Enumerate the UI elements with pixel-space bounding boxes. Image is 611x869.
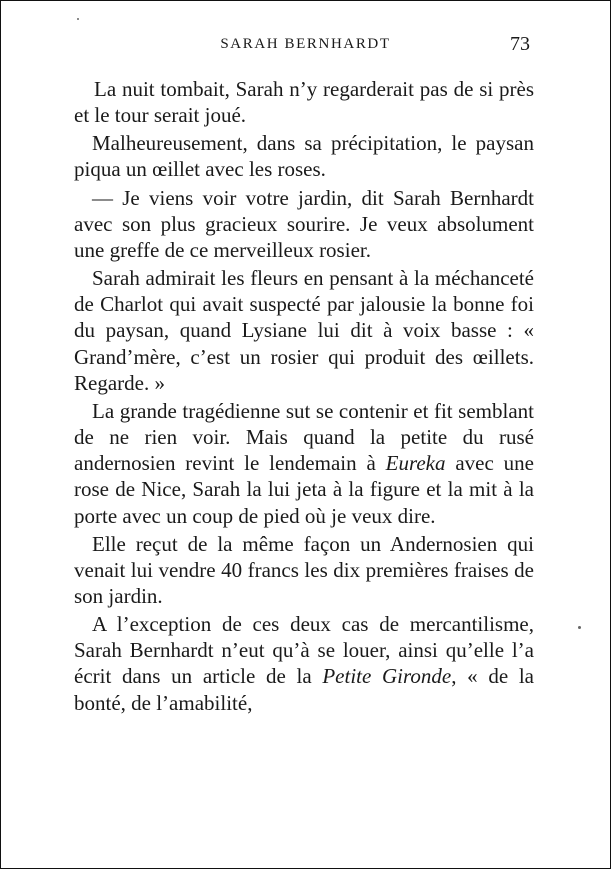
paragraph-text: , « de la bonté, de l’amabilité, (74, 664, 534, 715)
paragraph-text: — Je viens voir votre jardin, dit Sarah Bernhardt avec son plus gracieux sourire. Je veux absolument une greffe de ce merveilleux rosier. (74, 185, 534, 262)
paragraph (74, 185, 534, 263)
italic-title-eureka: Eureka (385, 451, 446, 476)
paragraph (74, 265, 534, 396)
paragraph-text: Sarah admirait les fleurs en pensant à la méchanceté de Charlot qui avait suspecté par jalousie la bonne foi du paysan, quand Lysiane lui dit à voix basse : « Grand’mère, c’est un rosier qui produit des œillets. Regarde. » (74, 266, 534, 395)
paragraph-text: Elle reçut de la même façon un Andernosien qui venait lui vendre 40 francs les dix premières fraises de son jardin. (74, 531, 534, 608)
paragraph-text: A l’exception de ces deux cas de mercantilisme, Sarah Bernhardt n’eut qu’à se louer, ainsi qu’elle l’a écrit dans un article de la (74, 612, 534, 689)
paragraph (74, 531, 534, 609)
paragraph-text: avec une rose de Nice, Sarah la lui jeta à la figure et la mit à la porte avec un coup de pied où je veux dire. (74, 451, 534, 528)
paragraph (74, 130, 534, 182)
page-body (74, 76, 534, 716)
italic-title-petite-gironde: Petite Gironde (322, 664, 452, 689)
scan-speck (578, 626, 581, 629)
running-title: SARAH BERNHARDT (220, 36, 391, 52)
paragraph (74, 76, 534, 128)
paragraph (74, 398, 534, 529)
paragraph-text: Malheureusement, dans sa précipitation, le paysan piqua un œillet avec les roses. (74, 131, 534, 182)
paragraph-text: La grande tragédienne sut se contenir et fit semblant de ne rien voir. Mais quand la petite du rusé andernosien revint le lendemain à (74, 398, 534, 476)
paragraph-text: La nuit tombait, Sarah n’y regarderait pas de si près et le tour serait joué. (74, 77, 534, 128)
scan-speck (77, 18, 79, 20)
page-number: 73 (510, 33, 530, 55)
paragraph (74, 611, 534, 716)
